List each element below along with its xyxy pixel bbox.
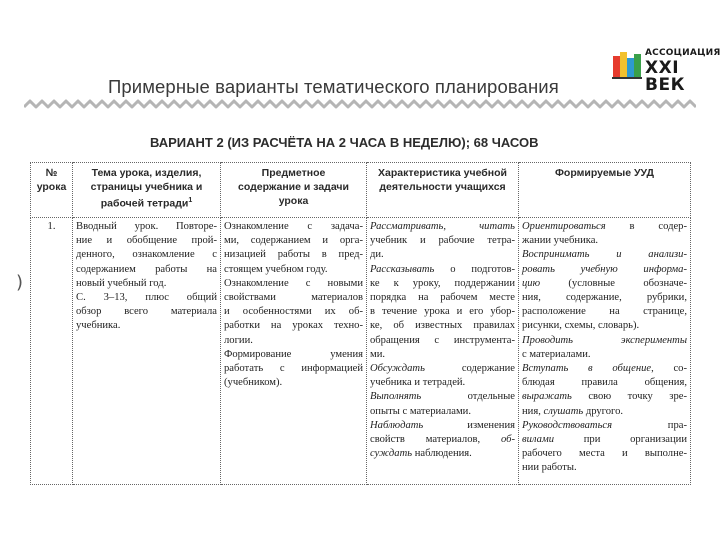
text-segment: свою точку зре- [571,391,687,403]
text-segment: , [443,221,480,232]
cell-text-line [522,248,687,262]
cell-text-line [522,419,687,433]
emphasized-verb: Рассматривать [370,221,444,232]
cell-text-line [370,263,515,277]
cell-text-line: новый учебный год. [76,277,167,289]
emphasized-verb: Руководствоваться [522,419,613,431]
header-line: Тема урока, изделия, [91,167,202,179]
cell-text-line [522,376,687,390]
emphasized-verb: читать [479,221,515,232]
cell-text-line [370,376,515,390]
cell-text-line [522,277,687,291]
text-segment: учебника и тетрадей. [370,377,466,389]
text-segment: ке к уроку, поддержании [370,277,515,289]
text-segment: обращения с инструмента- [370,334,515,346]
cell-text-line: ние и обобщение прой- [76,235,217,247]
cell-text-line [370,291,515,305]
text-segment: рабочего места и выполне- [522,448,687,460]
emphasized-verb: Рассказывать [370,263,435,275]
header-line: урока [36,181,67,193]
cell-text-line [522,263,687,277]
text-segment: в содер- [605,221,687,232]
text-segment: ди. [370,249,384,261]
cell-text-line: логии. [224,334,253,346]
cell-text-line [522,447,687,461]
cell-lesson-topic [73,218,221,485]
table-row [31,218,691,485]
emphasized-verb: Воспринимать и анализи- [522,249,687,261]
cell-text-line [370,234,515,248]
cell-text-line [522,405,687,419]
cell-lesson-number: 1. [31,218,73,485]
header-lesson-topic [73,163,221,218]
text-segment: ке, об известных правилах [370,320,515,332]
cell-text-line [522,433,687,447]
text-segment: другого. [583,405,624,417]
cell-text-line [522,220,687,234]
association-logo [611,44,720,95]
text-segment: рисунки, схемы, словарь). [522,320,640,332]
cell-text-line [522,461,687,475]
cell-text-line [522,362,687,376]
logo-line1: АССОЦИАЦИЯ [645,48,720,58]
cell-text-line: (учебником). [224,377,283,389]
footnote-marker: 1 [188,197,193,204]
cell-text-line: Вводный урок. Повторе- [76,221,217,232]
header-line: содержание и задачи [238,181,349,193]
text-segment: содержание [424,363,515,375]
text-segment: в течение урока и его убор- [370,306,515,318]
cell-text-line [522,319,687,333]
cell-text-line: работать с информацией [224,363,363,375]
text-segment: нии работы. [522,462,577,474]
cell-text-line: и особенностями их об- [224,306,363,318]
header-line: Предметное [261,167,326,179]
cell-text-line [522,291,687,305]
header-line: страницы учебника и [90,181,203,193]
emphasized-verb: суждать [370,448,413,460]
header-student-activity [367,163,519,218]
page-edge-bracket: ) [16,272,24,293]
cell-text-line [370,433,515,447]
cell-text-line [522,334,687,348]
emphasized-verb: об- [500,434,515,446]
cell-text-line: обзор всего материала [76,306,217,318]
text-segment: (условные обозначе- [540,277,687,289]
emphasized-verb: ровать учебную информа- [522,263,687,275]
cell-subject-content [221,218,367,485]
variant-title: ВАРИАНТ 2 (ИЗ РАСЧЁТА НА 2 ЧАСА В НЕДЕЛЮ); 68 ЧАСОВ [150,135,539,150]
table-header-row [31,163,691,218]
emphasized-verb: выражать [522,391,572,403]
cell-text-line [522,234,687,248]
text-segment: при организации [554,434,687,446]
cell-text-line [370,419,515,433]
text-segment: ния, [522,405,544,417]
cell-text-line: учебника. [76,320,121,332]
cell-text-line: Ознакомление с новыми [224,277,363,289]
emphasized-verb: Обсуждать [370,363,425,375]
cell-text-line: стоящем учебном году. [224,263,328,275]
books-icon [611,48,643,80]
header-line: рабочей тетради$^1$ [100,197,193,210]
logo-line2: XXI ВЕК [645,58,685,95]
header-lesson-number [31,163,73,218]
header-line: урока [278,195,309,207]
emphasized-verb: вилами [522,434,554,446]
cell-learning-skills [519,218,691,485]
page-title: Примерные варианты тематического планирования [108,76,559,97]
text-segment: пра- [612,419,687,431]
cell-text-line [370,405,515,419]
text-segment: с материалами. [522,348,591,360]
cell-text-line [370,220,515,234]
text-segment: наблюдения. [412,448,472,460]
logo-text [645,49,720,94]
header-subject-content [221,163,367,218]
text-segment: изменения [423,419,515,431]
text-segment: жании учебника. [522,235,599,247]
cell-text-line [522,390,687,404]
text-segment: порядка на рабочем месте [370,292,515,304]
decorative-zigzag-divider [24,98,696,110]
text-segment: опыты с материалами. [370,405,471,417]
text-segment: отдельные [421,391,515,403]
emphasized-verb: слушать [543,405,584,417]
emphasized-verb: Ориентироваться [522,221,606,232]
emphasized-verb: цию [522,277,541,289]
header-line: Формируемые УУД [554,167,655,179]
cell-text-line: содержанием работы на [76,263,217,275]
thematic-plan-table [30,162,691,485]
cell-text-line: работки на уроках техно- [224,320,363,332]
cell-text-line: свойствами материалов [224,292,363,304]
cell-text-line [370,362,515,376]
cell-text-line [522,348,687,362]
cell-text-line: низацией работы в пред- [224,249,363,261]
cell-text-line: Формирование умения [224,348,363,360]
text-segment: свойств материалов, [370,434,501,446]
cell-text-line [370,305,515,319]
cell-text-line [370,277,515,291]
cell-text-line: С. 3–13, плюс общий [76,292,217,304]
text-segment: о подготов- [434,263,515,275]
cell-student-activity [367,218,519,485]
emphasized-verb: Вступать в общение [522,363,652,375]
cell-text-line: Ознакомление с задача- [224,221,363,232]
cell-text-line [370,447,515,461]
cell-text-line: ми, содержанием и орга- [224,235,363,247]
header-line: Характеристика учебной [378,167,507,179]
cell-text-line [370,348,515,362]
cell-text-line [370,334,515,348]
cell-text-line [370,248,515,262]
header-learning-skills [519,163,691,218]
text-segment: расположение на странице, [522,306,687,318]
emphasized-verb: Выполнять [370,391,422,403]
text-segment: учебник и рабочие тетра- [370,235,515,247]
header-line: № [45,167,58,179]
text-segment: ми. [370,348,386,360]
text-segment: , со- [651,363,687,375]
cell-text-line [370,319,515,333]
text-segment: блюдая правила общения, [522,377,687,389]
cell-text-line: денного, ознакомление с [76,249,217,261]
text-segment: ния, содержание, рубрики, [522,292,687,304]
emphasized-verb: Проводить эксперименты [522,334,687,346]
cell-text-line [370,390,515,404]
emphasized-verb: Наблюдать [370,419,424,431]
cell-text-line [522,305,687,319]
header-line: деятельности учащихся [379,181,506,193]
